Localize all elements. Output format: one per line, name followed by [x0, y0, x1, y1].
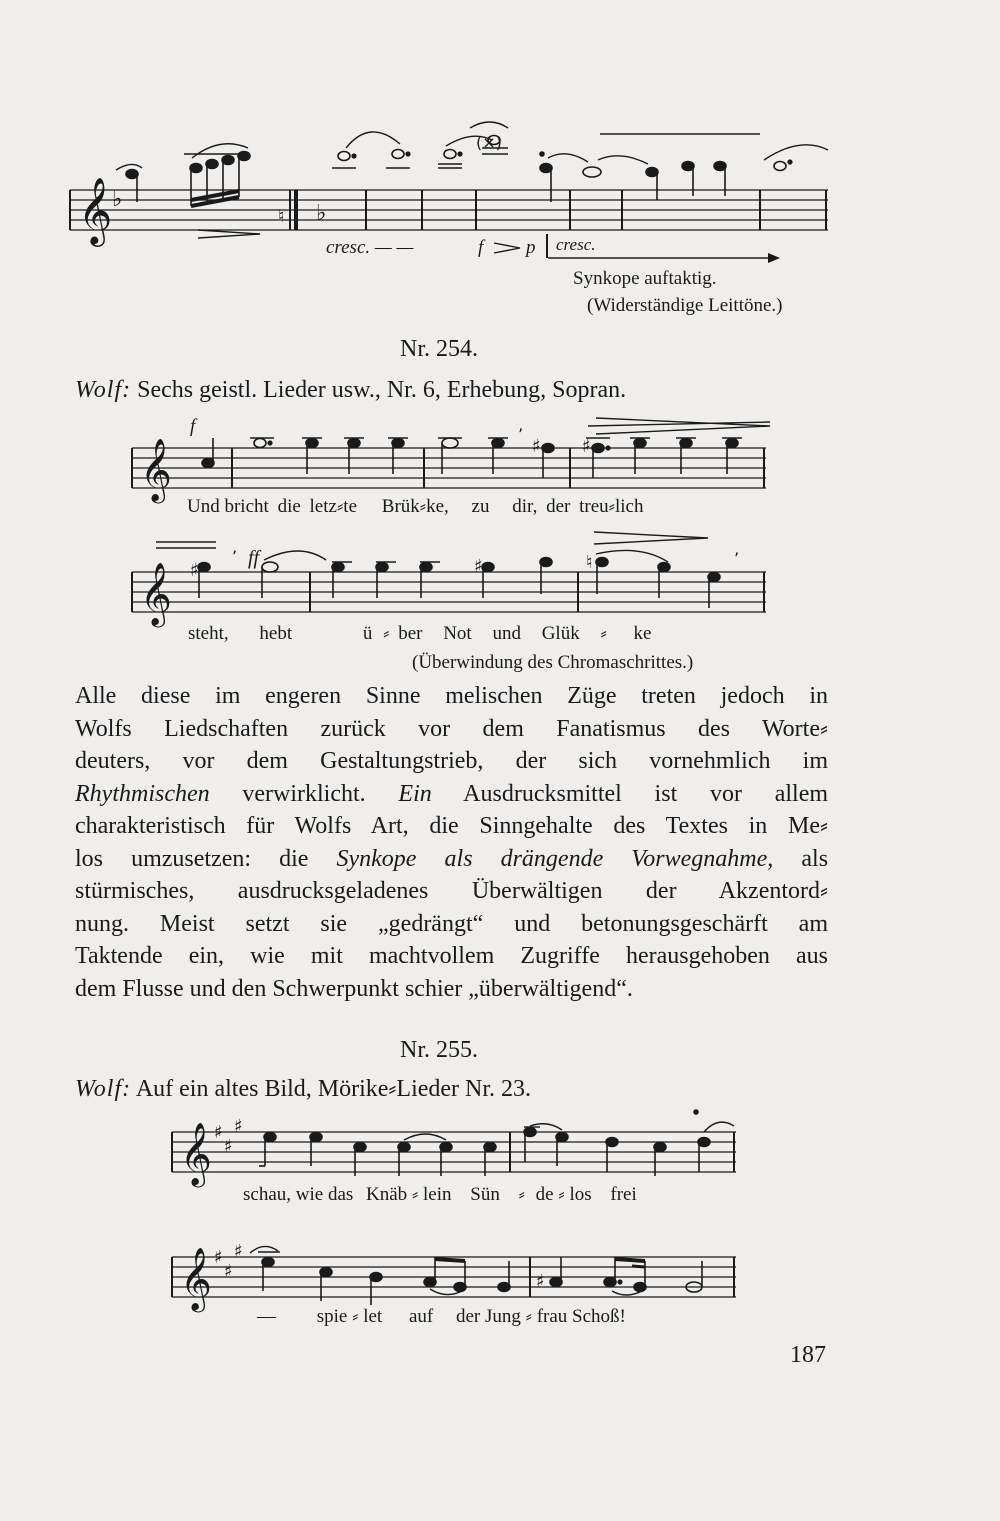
svg-text:♯: ♯: [582, 436, 591, 457]
paragraph-line: nung. Meist setzt sie „gedrängt“ und betonungsgeschärft am: [75, 910, 828, 937]
paragraph-line: Rhythmischen verwirklicht. Ein Ausdrucksmittel ist vor allem: [75, 780, 829, 807]
dynamic-p: p: [526, 237, 536, 258]
svg-text:♯: ♯: [214, 1122, 223, 1143]
work-title: Auf ein altes Bild, Mörike⸗Lieder Nr. 23.: [135, 1076, 532, 1102]
paragraph-line: deuters, vor dem Gestaltungstrieb, der sich vornehmlich im: [75, 748, 828, 774]
dynamic-cresc-1: cresc. — —: [326, 237, 414, 258]
music-staff-255-a: [160, 1100, 750, 1190]
music-staff-254-b: [120, 530, 780, 625]
svg-text:♯: ♯: [234, 1241, 243, 1262]
page-number: 187: [790, 1342, 826, 1368]
lyrics-255-line-2: — spie ⸗ let auf der Jung ⸗ frau Schoß!: [257, 1306, 626, 1327]
paragraph-line: Taktende ein, wie mit machtvollem Zugriffe herausgehoben aus: [75, 943, 828, 969]
svg-text:’: ’: [232, 547, 238, 566]
emphasis-synkope: Synkope als drängende Vorwegnahme,: [336, 845, 774, 872]
example-title-255: [75, 1076, 531, 1103]
note-syncope: Synkope auftaktig.: [573, 268, 717, 289]
example-heading-254: Nr. 254.: [400, 336, 478, 362]
dynamic-cresc-2: cresc.: [556, 235, 596, 254]
lyrics-254-line-1: Und bricht die letz⸗te Brük⸗ke, zu dir, der treu⸗lich: [187, 496, 644, 517]
music-staff-255-b: [160, 1225, 750, 1315]
lyrics-255-line-1: schau, wie das Knäb ⸗ lein Sün ⸗ de ⸗ los frei: [243, 1184, 637, 1205]
emphasis-ein: Ein: [398, 780, 432, 807]
svg-text:♮: ♮: [586, 552, 593, 573]
svg-text:♯: ♯: [532, 436, 541, 457]
paragraph-line: Alle diese im engeren Sinne melischen Züge treten jedoch in: [75, 683, 828, 709]
composer-name: Wolf:: [75, 377, 132, 403]
paragraph-line: stürmisches, ausdrucksgeladenes Überwältigen der Akzentord⸗: [75, 878, 828, 904]
svg-text:𝄞: 𝄞: [140, 438, 172, 501]
paragraph-line: Wolfs Liedschaften zurück vor dem Fanatismus des Worte⸗: [75, 715, 828, 742]
composer-name: Wolf:: [75, 1076, 132, 1102]
svg-text:♯: ♯: [536, 1271, 545, 1292]
dynamic-ff-254: ff: [248, 547, 260, 569]
note-leading-tones: (Widerständige Leittöne.): [587, 295, 783, 316]
music-staff-top: [60, 133, 850, 250]
svg-text:♯: ♯: [234, 1116, 243, 1137]
svg-text:𝄞: 𝄞: [140, 562, 172, 625]
svg-text:(×): (×): [476, 133, 502, 152]
emphasis-rhythmischen: Rhythmischen: [75, 780, 210, 807]
work-title: Sechs geistl. Lieder usw., Nr. 6, Erhebung, Sopran.: [137, 377, 627, 403]
dynamic-f-254: f: [190, 416, 196, 437]
dynamic-f: f: [478, 237, 484, 258]
svg-text:’: ’: [518, 425, 524, 444]
svg-text:♮: ♮: [278, 206, 285, 227]
svg-text:♯: ♯: [224, 1261, 233, 1282]
paragraph-line: charakteristisch für Wolfs Art, die Sinngehalte des Textes in Me⸗: [75, 813, 828, 839]
svg-text:𝄞: 𝄞: [180, 1122, 212, 1185]
svg-text:♯: ♯: [190, 560, 199, 581]
cresc-arrow: [546, 252, 786, 266]
lyrics-254-line-2: steht, hebt ü ⸗ ber Not und Glük ⸗ ke: [188, 623, 652, 644]
decrescendo-hairpin: [492, 240, 522, 256]
svg-text:♯: ♯: [214, 1247, 223, 1268]
music-staff-254-a: [120, 410, 780, 500]
svg-text:𝄞: 𝄞: [180, 1247, 212, 1310]
caption-254: (Überwindung des Chromaschrittes.): [412, 652, 694, 673]
example-title-254: [75, 377, 626, 404]
svg-text:♭: ♭: [112, 187, 123, 212]
paragraph-line: dem Flusse und den Schwerpunkt schier „überwältigend“.: [75, 975, 633, 1002]
svg-text:♭: ♭: [316, 201, 327, 226]
svg-text:♯: ♯: [224, 1136, 233, 1157]
paragraph-line: los umzusetzen: die Synkope als drängende Vorwegnahme, als: [75, 845, 829, 872]
example-heading-255: Nr. 255.: [400, 1037, 478, 1063]
svg-text:𝄞: 𝄞: [78, 176, 113, 244]
svg-text:♯: ♯: [474, 556, 483, 577]
svg-text:’: ’: [734, 549, 740, 568]
body-paragraph: [75, 680, 828, 1005]
